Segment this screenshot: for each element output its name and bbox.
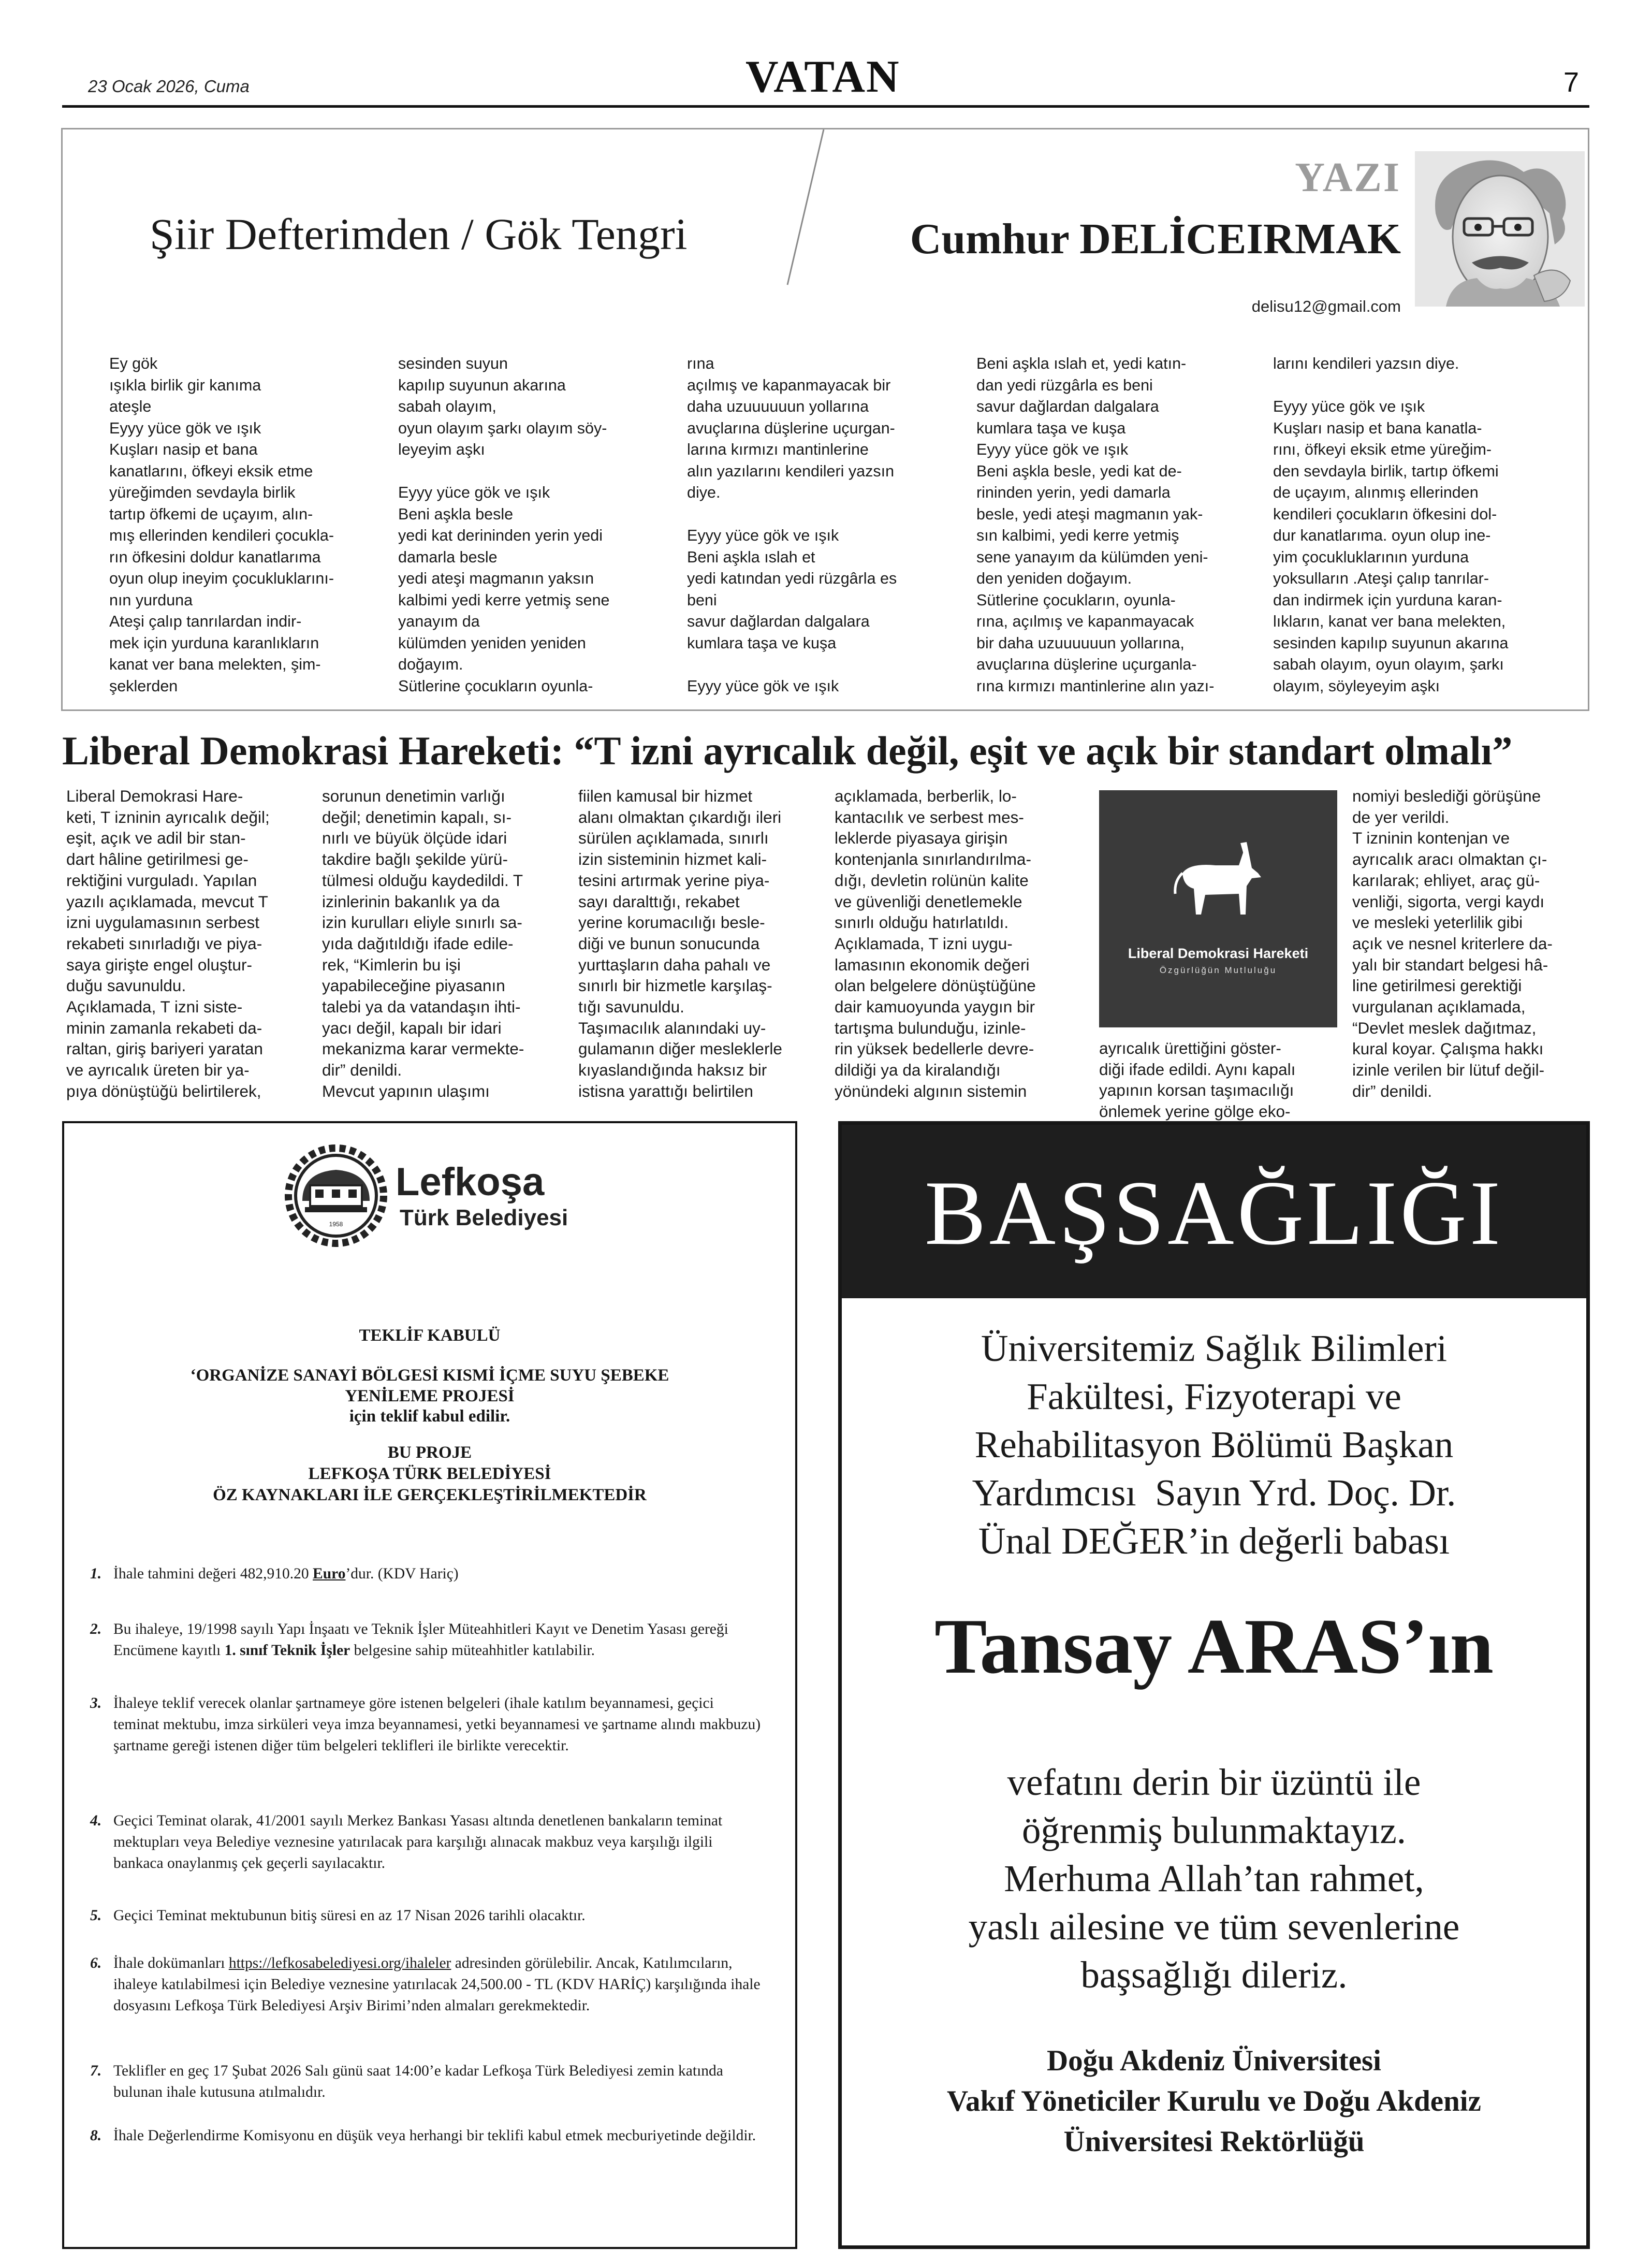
condolence-intro-1: Üniversitemiz Sağlık Bilimleri: [981, 1327, 1448, 1369]
tender-item-text-end: ’dur. (KDV Hariç): [345, 1565, 459, 1582]
tender-item-text: İhale dokümanları: [113, 1955, 229, 1971]
municipality-logo-year: 1958: [329, 1221, 343, 1228]
tender-item-5: [90, 1905, 763, 1926]
tender-item-text: İhale Değerlendirme Komisyonu en düşük veya herhangi bir teklifi kabul etmek mecburiyetinde değildir.: [113, 2127, 756, 2144]
author-photo: [1415, 151, 1585, 307]
condolence-ad: [838, 1121, 1590, 2249]
tender-item-number: 6.: [90, 1955, 102, 1971]
ldh-logo-name: Liberal Demokrasi Hareketi: [1128, 946, 1309, 961]
tender-item-text: Geçici Teminat olarak, 41/2001 sayılı Merkez Bankası Yasası altında denetlenen bankaların teminat mektupları veya Belediye veznesine yatırılacak para karşılığı alınacak makbuz veya karşılığı ilgili bankaca onaylanmış çek geçerli sayılacaktır.: [113, 1812, 723, 1872]
tender-funding-1: BU PROJE: [387, 1443, 472, 1462]
condolence-signature-1: Doğu Akdeniz Üniversitesi: [1046, 2044, 1382, 2077]
column-box: [61, 128, 1589, 711]
poem-column-4: Beni aşkla ıslah et, yedi katın- dan yedi rüzgârla es beni savur dağlardan dalgalara kumlara taşa ve kuşa Eyyy yüce gök ve ışık Beni aşkla besle, yedi kat de- rininden yerin, yedi damarla besle, yedi ateşi magmanın yak- sın kalbimi, yedi kerre yetmiş sene yanayım da külümden yeni- den yeniden doğayım. Sütlerine çocukların, oyunla- rına, açılmış ve kapanmayacak bir daha uzuuuuuun yollarına, avuçlarına düşlerine uçurganla- rına kırmızı mantinlerine alın yazı-: [976, 355, 1215, 695]
condolence-signature-2: Vakıf Yöneticiler Kurulu ve Doğu Akdeniz: [947, 2085, 1481, 2117]
poem-column-1: Ey gök ışıkla birlik gir kanıma ateşle Eyyy yüce gök ve ışık Kuşları nasip et bana kanatlarını, öfkeyi eksik etme yüreğimden sevdayla birlik tartıp öfkemi de uçayım, alın- mış ellerinden kendileri çocukla- rın öfkesini doldur kanatlarıma oyun olup ineyim çocukluklarını- nın yurduna Ateşi çalıp tanrılardan indir- mek için yurduna karanlıkların kanat ver bana melekten, şim- şeklerden: [109, 355, 334, 695]
condolence-message-2: öğrenmiş bulunmaktayız.: [1021, 1809, 1406, 1851]
poem-column-2: sesinden suyun kapılıp suyunun akarına sabah olayım, oyun olayım şarkı olayım söy- leyeyim aşkı Eyyy yüce gök ve ışık Beni aşkla besle yedi kat derininden yerin yedi damarla besle yedi ateşi magmanın yaksın kalbimi yedi kerre yetmiş sene yanayım da külümden yeniden yeniden doğayım. Sütlerine çocukların oyunla-: [398, 355, 610, 695]
ldh-logo-tagline: Özgürlüğün Mutluluğu: [1159, 965, 1277, 975]
tender-item-currency: Euro: [313, 1565, 346, 1582]
page-date: 23 Ocak 2026, Cuma: [88, 77, 250, 96]
page-number: 7: [1563, 67, 1580, 98]
article-column-6: nomiyi beslediği görüşüne de yer verildi. T izninin kontenjan ve ayrıcalık aracı olmaktan çı- karılarak; ehliyet, araç gü- venliği, sigorta, vergi kaydı ve mesleki yeterlilik gibi açık ve nesnel kriterlere da- yalı bir standart belgesi hâ- line getirilmesi gerektiği vurgulanan açıklamada, “Devlet meslek dağıtmaz, kural koyar. Çalışma hakkı izinle verilen bir lütuf değil- dir” denildi.: [1352, 787, 1553, 1100]
article-column-2: sorunun denetimin varlığı değil; denetimin kapalı, sı- nırlı ve büyük ölçüde idari takdire bağlı şekilde yürü- tülmesi olduğu kaydedildi. T izinlerinin bakanlık ya da izin kurulları eliyle sınırlı sa- yıda dağıtıldığı ifade edile- rek, “Kimlerin bu işi yapabileceğine piyasanın talebi ya da vatandaşın ihti- yacı değil, kapalı bir idari mekanizma karar vermekte- dir” denildi. Mevcut yapının ulaşımı: [322, 787, 524, 1100]
tender-item-number: 5.: [90, 1907, 102, 1924]
condolence-message-3: Merhuma Allah’tan rahmet,: [1004, 1858, 1424, 1899]
condolence-message-1: vefatını derin bir üzüntü ile: [1007, 1761, 1421, 1803]
poem-column-5: larını kendileri yazsın diye. Eyyy yüce gök ve ışık Kuşları nasip et bana kanatla- rını, öfkeyi eksik etme yüreğim- den sevdayla birlik, tartıp öfkemi de uçayım, alınmış ellerinden kendileri çocukların öfkesini dol- dur kanatlarıma. oyun olup ine- yim çocukluklarının yurduna yoksulların .Ateşi çalıp tanrılar- dan indirmek için yurduna karan- lıkların, kanat ver bana melekten, sesinden kapılıp suyunun akarına sabah olayım, oyun olayım, şarkı olayım, söyleyeyim aşkı: [1273, 355, 1509, 695]
condolence-message-5: başsağlığı dileriz.: [1080, 1954, 1348, 1996]
tender-item-number: 3.: [90, 1695, 102, 1711]
tender-item-number: 1.: [90, 1565, 102, 1582]
tender-ad: [62, 1121, 797, 2249]
tender-title: TEKLİF KABULÜ: [359, 1326, 501, 1345]
tender-item-2: [90, 1619, 763, 1661]
tender-project-note: için teklif kabul edilir.: [349, 1407, 510, 1426]
municipality-subtitle: Türk Belediyesi: [400, 1205, 568, 1230]
tender-project: ‘ORGANİZE SANAYİ BÖLGESİ KISMİ İÇME SUYU ŞEBEKE YENİLEME PROJESİ: [190, 1366, 669, 1405]
deceased-name: Tansay ARAS’ın: [934, 1603, 1494, 1690]
masthead: VATAN: [745, 52, 900, 102]
tender-item-text-end: adresinden görülebilir. Ancak, Katılımcıların, ihaleye katılabilmesi için Belediye veznesine yatırılacak 24,500.00 - TL (KDV HARİÇ) karşılığında ihale dosyasını Lefkoşa Türk Belediyesi Arşiv Birimi’nden almaları gerekmektedir.: [113, 1955, 761, 2014]
tender-item-6: [90, 1953, 763, 2017]
tender-funding-2: LEFKOŞA TÜRK BELEDİYESİ: [308, 1464, 551, 1483]
condolence-intro-3: Rehabilitasyon Bölümü Başkan: [974, 1424, 1454, 1466]
condolence-intro-2: Fakültesi, Fizyoterapi ve: [1027, 1375, 1401, 1417]
tender-documents-link[interactable]: https://lefkosabelediyesi.org/ihaleler: [228, 1955, 451, 1971]
tender-item-number: 2.: [90, 1621, 102, 1637]
column-label: YAZI: [1295, 155, 1401, 200]
condolence-signature-3: Üniversitesi Rektörlüğü: [1063, 2125, 1365, 2158]
header-rule: [62, 105, 1589, 108]
tender-item-number: 4.: [90, 1812, 102, 1829]
article-headline: Liberal Demokrasi Hareketi: “T izni ayrıcalık değil, eşit ve açık bir standart olmalı”: [62, 728, 1513, 773]
tender-item-text: İhale tahmini değeri 482,910.20: [113, 1565, 313, 1582]
tender-item-text: Teklifler en geç 17 Şubat 2026 Salı günü saat 14:00’e kadar Lefkoşa Türk Belediyesi zemin katında bulunan ihale kutusuna atılmalıdır.: [113, 2063, 723, 2100]
municipality-name: Lefkoşa: [396, 1160, 545, 1204]
article-column-1: Liberal Demokrasi Hare- keti, T izninin ayrıcalık değil; eşit, açık ve adil bir stan- dart hâline getirilmesi ge- rektiğini vurguladı. Yapılan yazılı açıklamada, mevcut T izni uygulamasının serbest rekabeti sınırladığı ve piya- saya girişte engel oluştur- duğu savunuldu. Açıklamada, T izni siste- minin zamanla rekabeti da- raltan, giriş bariyeri yaratan ve ayrıcalık üreten bir ya- pıya dönüştüğü belirtilerek,: [66, 787, 270, 1100]
article-column-5: ayrıcalık ürettiğini göster- diği ifade edildi. Aynı kapalı yapının korsan taşımacılığı önlemek yerine gölge eko-: [1099, 1039, 1296, 1121]
condolence-intro-4: Yardımcısı Sayın Yrd. Doç. Dr.: [972, 1472, 1456, 1514]
column-email[interactable]: delisu12@gmail.com: [1251, 297, 1401, 315]
condolence-intro-5: Ünal DEĞER’in değerli babası: [978, 1520, 1450, 1562]
article-column-3: fiilen kamusal bir hizmet alanı olmaktan çıkardığı ileri sürülen açıklamada, sınırlı izin sisteminin hizmet kali- tesini artırmak yerine piya- sayı daralttığı, rekabet yerine korumacılığı besle- diği ve bunun sonucunda yurttaşların daha pahalı ve sınırlı bir hizmetle karşılaş- tığı savunuldu. Taşımacılık alanındaki uy- gulamanın diğer mesleklerle kıyaslandığında haksız bir istisna yarattığı belirtilen: [578, 787, 782, 1100]
tender-item-4: [90, 1810, 763, 1874]
article-column-4: açıklamada, berberlik, lo- kantacılık ve serbest mes- leklerde piyasaya girişin kontenjanla sınırlandırılma- dığı, devletin rolünün kalite ve güvenliği denetlemekle sınırlı olduğu hatırlatıldı. Açıklamada, T izni uygu- lamasının ekonomik değeri olan belgelere dönüştüğüne dair kamuoyunda yaygın bir tartışma bulunduğu, izinle- rin yüksek bedellerle devre- dildiği ya da kiralandığı yönündeki algının sistemin: [835, 787, 1036, 1100]
tender-funding-3: ÖZ KAYNAKLARI İLE GERÇEKLEŞTİRİLMEKTEDİR: [213, 1486, 647, 1504]
donkey-icon: [1169, 837, 1267, 930]
municipality-logo-icon: [284, 1144, 388, 1247]
ldh-logo: [1099, 790, 1337, 1027]
tender-item-8: [90, 2125, 763, 2146]
tender-item-emphasis: 1. sınıf Teknik İşler: [224, 1642, 350, 1659]
tender-item-3: [90, 1693, 763, 1757]
tender-item-1: [90, 1563, 763, 1585]
tender-item-7: [90, 2061, 763, 2103]
column-section-title: Şiir Defterimden / Gök Tengri: [150, 209, 688, 259]
tender-item-text-end: belgesine sahip müteahhitler katılabilir.: [350, 1642, 595, 1659]
tender-item-number: 7.: [90, 2063, 102, 2079]
tender-item-number: 8.: [90, 2127, 102, 2144]
condolence-message-4: yaslı ailesine ve tüm sevenlerine: [968, 1906, 1460, 1948]
condolence-title: BAŞSAĞLIĞI: [924, 1162, 1504, 1264]
poem-column-3: rına açılmış ve kapanmayacak bir daha uzuuuuuun yollarına avuçlarına düşlerine uçurgan- larına kırmızı mantinlerine alın yazılarını kendileri yazsın diye. Eyyy yüce gök ve ışık Beni aşkla ıslah et yedi katından yedi rüzgârla es beni savur dağlardan dalgalara kumlara taşa ve kuşa Eyyy yüce gök ve ışık: [687, 355, 897, 695]
tender-item-text: Bu ihaleye, 19/1998 sayılı Yapı İnşaatı ve Teknik İşler Müteahhitleri Kayıt ve Denetim Yasası gereği Encümene kayıtlı: [113, 1621, 728, 1659]
column-author: Cumhur DELİCEIRMAK: [910, 215, 1401, 263]
tender-item-text: İhaleye teklif verecek olanlar şartnameye göre istenen belgeleri (ihale katılım beyannamesi, geçici teminat mektubu, imza sirküleri veya imza beyannamesi, yetki beyannamesi ve şartname alındı makbuzu) şartname gereği istenen diğer tüm belgeleri teklifleri ile birlikte verecektir.: [113, 1695, 761, 1754]
tender-item-text: Geçici Teminat mektubunun bitiş süresi en az 17 Nisan 2026 tarihli olacaktır.: [113, 1907, 586, 1924]
